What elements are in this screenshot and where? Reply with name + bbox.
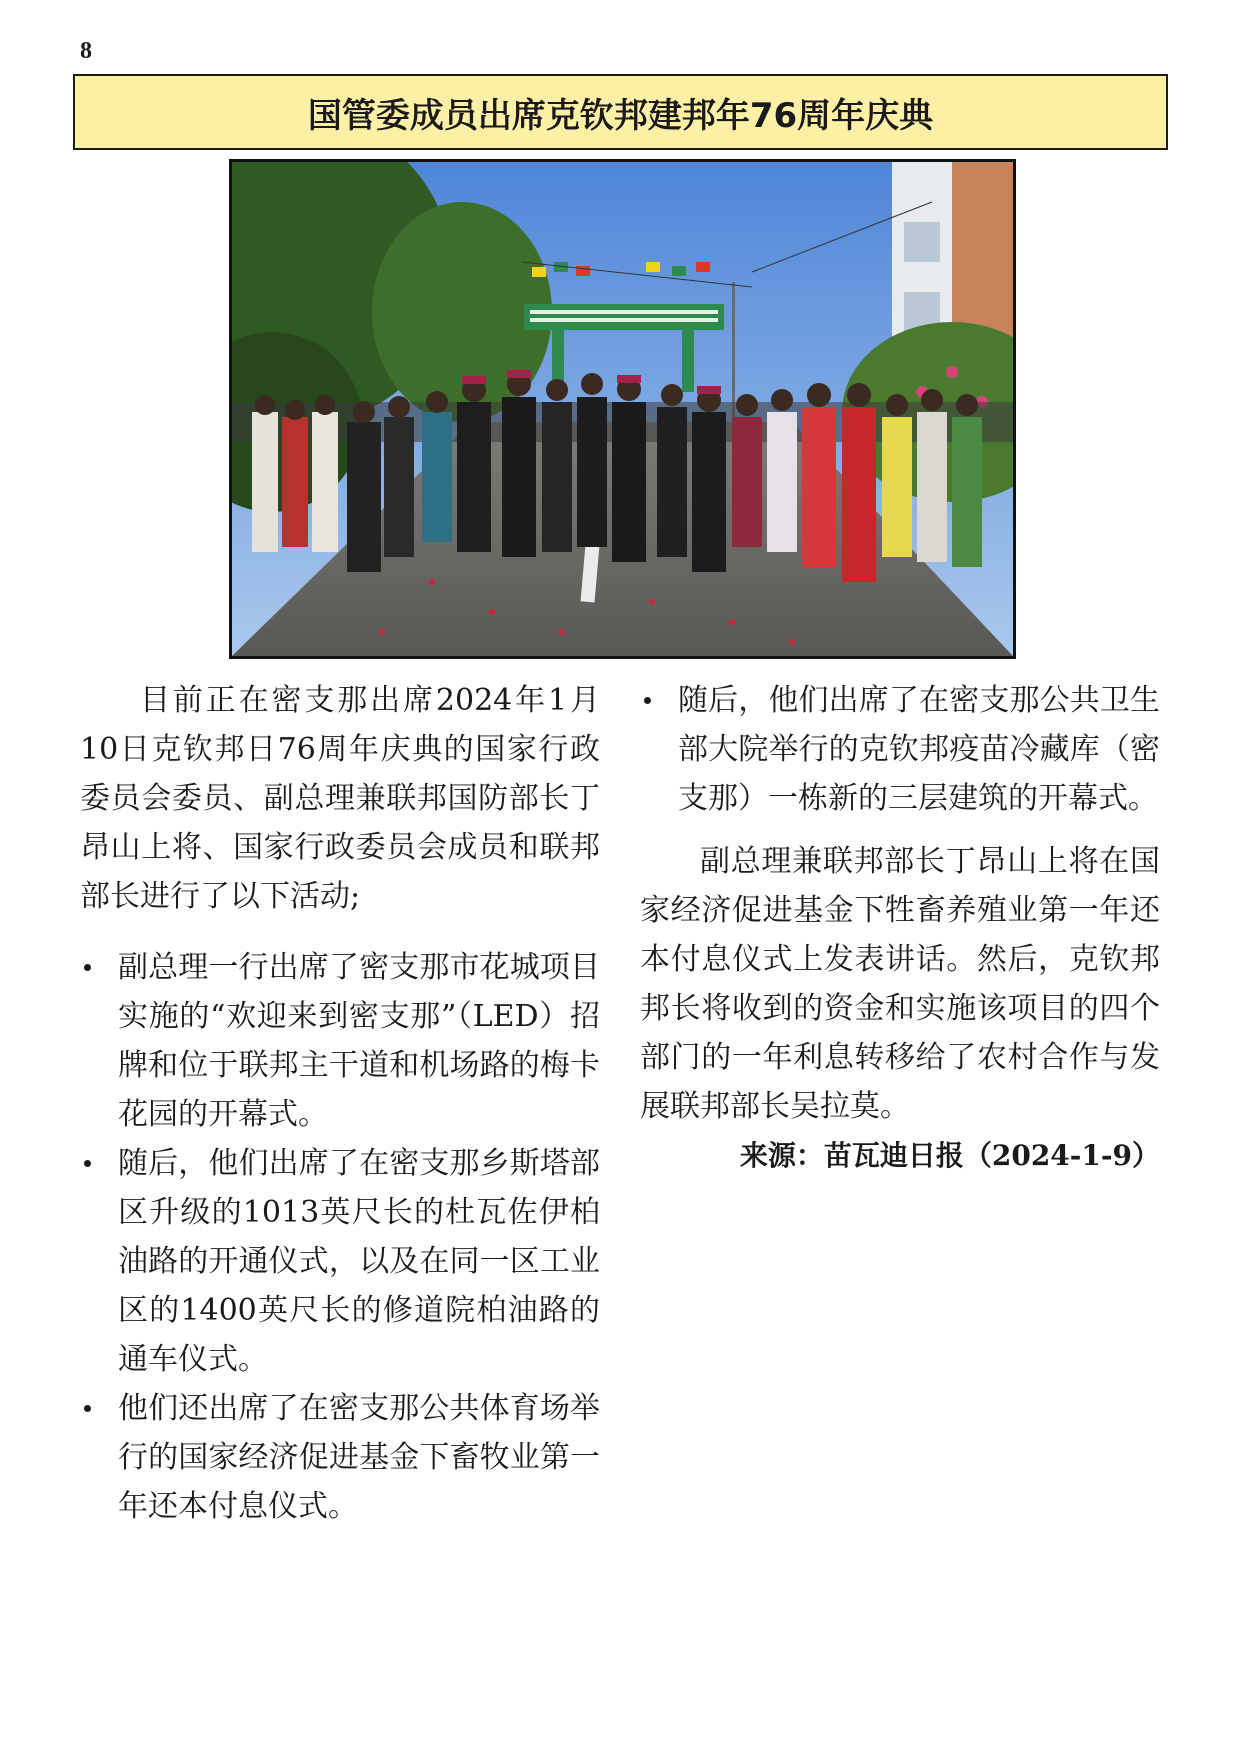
list-item xyxy=(80,1384,600,1531)
article-title: 国管委成员出席克钦邦建邦年76周年庆典 xyxy=(307,95,934,136)
event-photo xyxy=(229,159,1016,659)
bullet-icon xyxy=(84,1405,91,1412)
speech-paragraph: 副总理兼联邦部长丁昂山上将在国家经济促进基金下牲畜养殖业第一年还本付息仪式上发表讲话。然后，克钦邦邦长将收到的资金和实施该项目的四个部门的一年利息转移给了农村合作与发展联邦部长吴拉莫。 xyxy=(640,844,1160,1124)
parade-illustration xyxy=(232,162,1013,656)
intro-paragraph: 目前正在密支那出席2024年1月10日克钦邦日76周年庆典的国家行政委员会委员、副总理兼联邦国防部长丁昂山上将、国家行政委员会成员和联邦部长进行了以下活动; xyxy=(80,683,600,914)
bullet-icon xyxy=(84,964,91,971)
list-item xyxy=(640,676,1160,823)
list-item-text: 随后，他们出席了在密支那乡斯塔部区升级的1013英尺长的杜瓦佐伊柏油路的开通仪式，以及在同一区工业区的1400英尺长的修道院柏油路的通车仪式。 xyxy=(118,1146,600,1377)
bullet-icon xyxy=(84,1160,91,1167)
list-item xyxy=(80,1139,600,1384)
list-item-text: 随后，他们出席了在密支那公共卫生部大院举行的克钦邦疫苗冷藏库（密支那）一栋新的三层建筑的开幕式。 xyxy=(678,683,1160,816)
article-title-banner xyxy=(73,74,1168,150)
list-item-text: 他们还出席了在密支那公共体育场举行的国家经济促进基金下畜牧业第一年还本付息仪式。 xyxy=(118,1391,600,1524)
list-item xyxy=(80,943,600,1139)
list-item-text: 副总理一行出席了密支那市花城项目实施的“欢迎来到密支那”（LED）招牌和位于联邦主干道和机场路的梅卡花园的开幕式。 xyxy=(118,950,600,1132)
activity-list-continued xyxy=(640,676,1160,823)
left-column xyxy=(80,676,600,1531)
bullet-icon xyxy=(644,697,651,704)
activity-list xyxy=(80,943,600,1531)
right-column xyxy=(640,676,1160,1180)
page-number: 8 xyxy=(80,38,92,64)
source-credit: 来源：苗瓦迪日报（2024-1-9） xyxy=(739,1139,1160,1172)
